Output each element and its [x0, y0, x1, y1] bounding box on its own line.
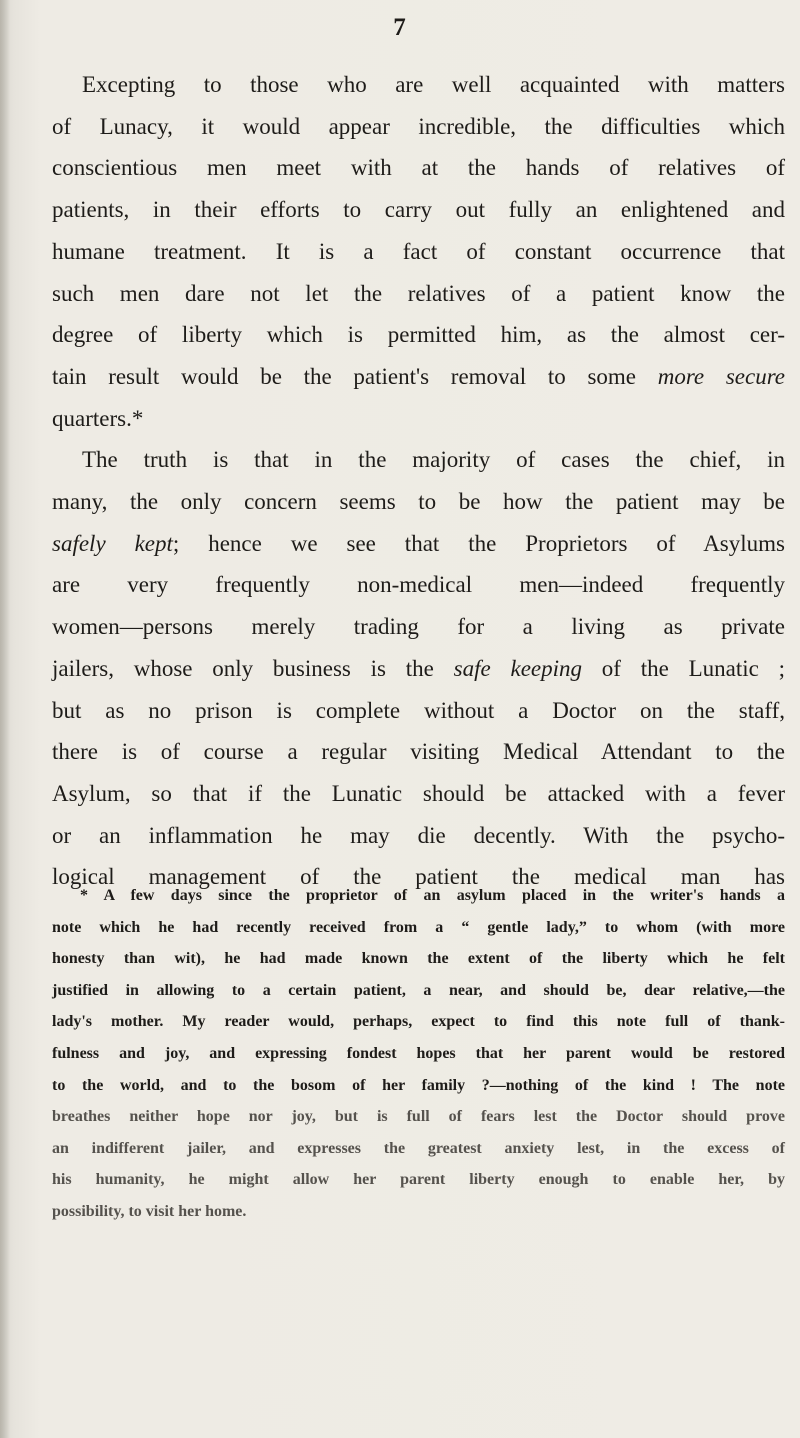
text-line — [52, 356, 785, 398]
footnote-line: to the world, and to the bosom of her family ?—nothing of the kind ! The note — [52, 1076, 785, 1094]
text-line: are very frequently non-medical men—indeed frequently — [52, 572, 785, 598]
italic-phrase: safely kept — [52, 530, 173, 556]
text-line: there is of course a regular visiting Medical Attendant to the — [52, 739, 785, 765]
footnote-line: * A few days since the proprietor of an asylum placed in the writer's hands a — [80, 887, 785, 904]
text-line: conscientious men meet with at the hands of relatives of — [52, 155, 785, 181]
footnote — [52, 880, 785, 1228]
footnote-line: possibility, to visit her home. — [52, 1202, 247, 1220]
text-line: quarters.* — [52, 405, 144, 431]
text-line: Excepting to those who are well acquainted with matters — [82, 72, 785, 97]
text-line: Asylum, so that if the Lunatic should be attacked with a fever — [52, 780, 785, 806]
page-gutter-shadow — [0, 0, 10, 1438]
footnote-line: fulness and joy, and expressing fondest hopes that her parent would be restored — [52, 1044, 785, 1062]
text-line: or an inflammation he may die decently. With the psycho- — [52, 822, 785, 848]
text-segment: tain result would be the patient's removal to some — [52, 363, 658, 389]
text-line: many, the only concern seems to be how the patient may be — [52, 489, 785, 515]
footnote-line: justified in allowing to a certain patient, a near, and should be, dear relative,—the — [52, 981, 785, 999]
footnote-line: his humanity, he might allow her parent liberty enough to enable her, by — [52, 1171, 785, 1189]
italic-phrase: safe keeping — [453, 655, 582, 681]
text-segment: jailers, whose only business is the — [52, 655, 454, 681]
text-segment: of the Lunatic ; — [582, 655, 785, 681]
text-line: degree of liberty which is permitted him, as the almost cer- — [52, 322, 785, 348]
text-segment: ; hence we see that the Proprietors of Asylums — [172, 530, 785, 556]
page-number: 7 — [393, 14, 407, 41]
text-line: women—persons merely trading for a living as private — [52, 614, 785, 640]
italic-phrase: more secure — [657, 363, 785, 389]
text-line — [52, 523, 785, 565]
footnote-line: honesty than wit), he had made known the extent of the liberty which he felt — [52, 950, 785, 968]
main-text — [52, 64, 785, 898]
text-line: of Lunacy, it would appear incredible, the difficulties which — [52, 113, 785, 139]
text-line — [52, 648, 785, 690]
text-line: humane treatment. It is a fact of constant occurrence that — [52, 238, 785, 264]
footnote-line: an indifferent jailer, and expresses the greatest anxiety lest, in the excess of — [52, 1139, 785, 1157]
text-line: patients, in their efforts to carry out fully an enlightened and — [52, 197, 785, 223]
footnote-line: lady's mother. My reader would, perhaps, expect to find this note full of thank- — [52, 1013, 785, 1031]
footnote-line: note which he had recently received from a “ gentle lady,” to whom (with more — [52, 918, 785, 936]
footnote-line: breathes neither hope nor joy, but is full of fears lest the Doctor should prove — [52, 1108, 785, 1126]
text-line: The truth is that in the majority of cases the chief, in — [82, 447, 785, 473]
text-line: but as no prison is complete without a Doctor on the staff, — [52, 697, 785, 723]
text-line: logical management of the patient the medical man has — [52, 864, 785, 890]
text-line: such men dare not let the relatives of a patient know the — [52, 280, 785, 306]
